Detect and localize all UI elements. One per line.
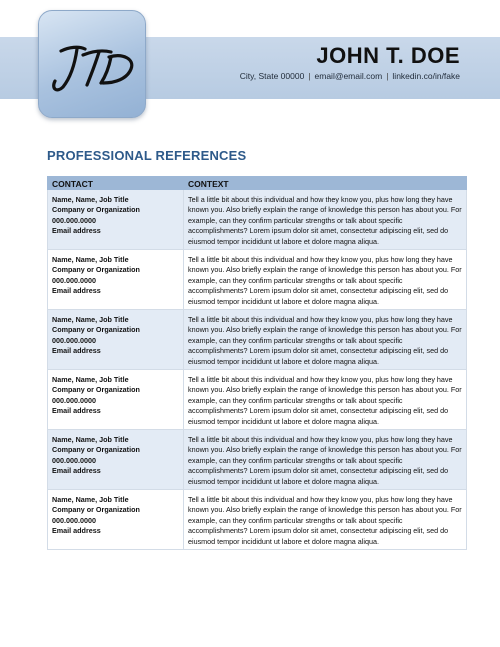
column-header-contact: CONTACT (48, 177, 184, 190)
contact-cell (48, 430, 184, 490)
reference-email: Email address (52, 466, 101, 476)
reference-company: Company or Organization (52, 325, 140, 335)
location-text: City, State 00000 (239, 71, 305, 81)
reference-name: Name, Name, Job Title (52, 195, 129, 204)
applicant-name: JOHN T. DOE (316, 43, 460, 68)
table-row (48, 370, 467, 430)
reference-email: Email address (52, 346, 101, 356)
contact-info-line (240, 71, 460, 81)
context-cell: Tell a little bit about this individual and how they know you, plus how long they have known you. Also briefly explain the range of knowledge this person has about you. For example, can they confirm particular strengths or talk about specific accomplishments? Lorem ipsum dolor sit amet, consectetur adipiscing elit, sed do eiusmod tempor incididunt ut labore et dolore magna aliqua. (184, 370, 467, 430)
reference-name: Name, Name, Job Title (52, 315, 129, 324)
reference-name: Name, Name, Job Title (52, 495, 129, 504)
reference-company: Company or Organization (52, 265, 140, 275)
reference-phone: 000.000.0000 (52, 275, 96, 285)
reference-email: Email address (52, 406, 101, 416)
context-cell: Tell a little bit about this individual and how they know you, plus how long they have known you. Also briefly explain the range of knowledge this person has about you. For example, can they confirm particular strengths or talk about specific accomplishments? Lorem ipsum dolor sit amet, consectetur adipiscing elit, sed do eiusmod tempor incididunt ut labore et dolore magna aliqua. (184, 490, 467, 550)
table-row (48, 310, 467, 370)
references-table (47, 176, 467, 550)
separator: | (386, 71, 389, 81)
reference-company: Company or Organization (52, 385, 140, 395)
context-cell: Tell a little bit about this individual and how they know you, plus how long they have known you. Also briefly explain the range of knowledge this person has about you. For example, can they confirm particular strengths or talk about specific accomplishments? Lorem ipsum dolor sit amet, consectetur adipiscing elit, sed do eiusmod tempor incididunt ut labore et dolore magna aliqua. (184, 310, 467, 370)
contact-cell (48, 250, 184, 310)
reference-email: Email address (52, 286, 101, 296)
contact-cell (48, 490, 184, 550)
monogram-script-icon (39, 11, 147, 119)
table-row (48, 250, 467, 310)
table-row (48, 190, 467, 250)
reference-name: Name, Name, Job Title (52, 435, 129, 444)
reference-company: Company or Organization (52, 445, 140, 455)
monogram-logo (38, 10, 146, 118)
reference-phone: 000.000.0000 (52, 215, 96, 225)
column-header-context: CONTEXT (184, 177, 467, 190)
reference-company: Company or Organization (52, 205, 140, 215)
separator: | (308, 71, 311, 81)
table-row (48, 430, 467, 490)
reference-name: Name, Name, Job Title (52, 255, 129, 264)
reference-email: Email address (52, 226, 101, 236)
table-header-row (48, 177, 467, 190)
reference-phone: 000.000.0000 (52, 335, 96, 345)
contact-cell (48, 190, 184, 250)
contact-cell (48, 310, 184, 370)
linkedin-link[interactable]: linkedin.co/in/fake (392, 71, 460, 81)
context-cell: Tell a little bit about this individual and how they know you, plus how long they have known you. Also briefly explain the range of knowledge this person has about you. For example, can they confirm particular strengths or talk about specific accomplishments? Lorem ipsum dolor sit amet, consectetur adipiscing elit, sed do eiusmod tempor incididunt ut labore et dolore magna aliqua. (184, 430, 467, 490)
section-title: PROFESSIONAL REFERENCES (47, 148, 247, 163)
contact-cell (48, 370, 184, 430)
reference-phone: 000.000.0000 (52, 395, 96, 405)
reference-phone: 000.000.0000 (52, 515, 96, 525)
reference-name: Name, Name, Job Title (52, 375, 129, 384)
table-row (48, 490, 467, 550)
reference-phone: 000.000.0000 (52, 455, 96, 465)
email-link[interactable]: email@email.com (314, 71, 383, 81)
context-cell: Tell a little bit about this individual and how they know you, plus how long they have known you. Also briefly explain the range of knowledge this person has about you. For example, can they confirm particular strengths or talk about specific accomplishments? Lorem ipsum dolor sit amet, consectetur adipiscing elit, sed do eiusmod tempor incididunt ut labore et dolore magna aliqua. (184, 250, 467, 310)
reference-company: Company or Organization (52, 505, 140, 515)
reference-email: Email address (52, 526, 101, 536)
context-cell: Tell a little bit about this individual and how they know you, plus how long they have known you. Also briefly explain the range of knowledge this person has about you. For example, can they confirm particular strengths or talk about specific accomplishments? Lorem ipsum dolor sit amet, consectetur adipiscing elit, sed do eiusmod tempor incididunt ut labore et dolore magna aliqua. (184, 190, 467, 250)
